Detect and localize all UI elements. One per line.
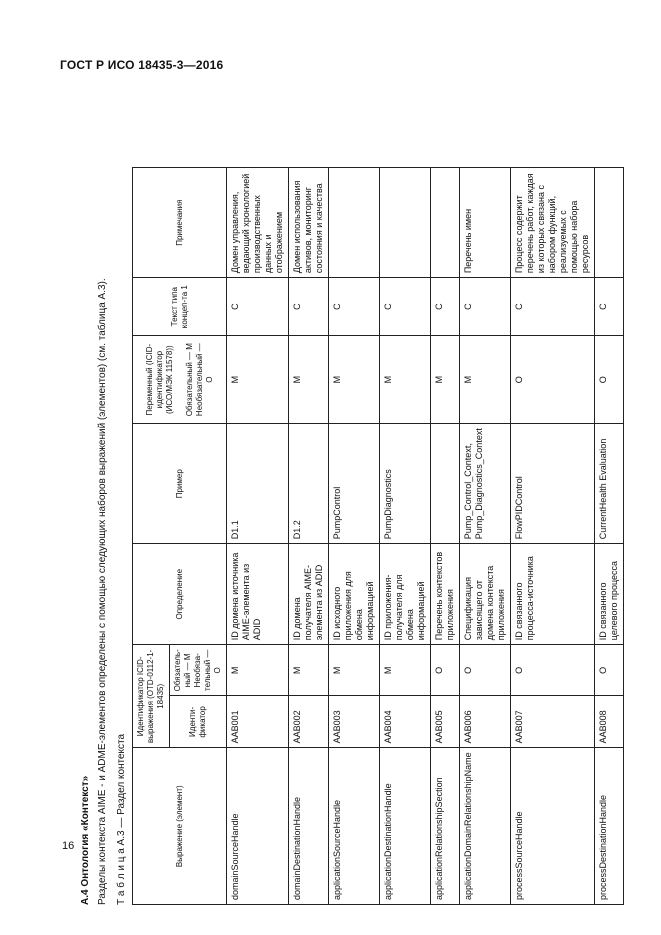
col-header-icid-id: Иденти-фикатор [170, 696, 227, 748]
cell-expression: applicationDomainRelationshipName [460, 748, 511, 905]
cell-expression: processDestinationHandle [595, 748, 624, 905]
col-header-example: Пример [133, 424, 227, 544]
cell-definition: ID связанного целевого процесса [595, 544, 624, 645]
cell-id: AAB001 [227, 696, 289, 748]
cell-notes: Домен управления, ведающий хронологией производственных данных и отображением [227, 168, 289, 278]
cell-concept: С [380, 278, 431, 336]
cell-concept: С [595, 278, 624, 336]
table-row [595, 168, 624, 905]
cell-notes [595, 168, 624, 278]
section-title: А.4 Онтология «Контекст» [80, 775, 91, 905]
cell-concept: С [329, 278, 380, 336]
cell-definition: ID связанного процесса-источника [511, 544, 595, 645]
cell-example: CurrentHealth Evaluation [595, 424, 624, 544]
table-row [329, 168, 380, 905]
context-table [132, 167, 624, 905]
cell-example [431, 424, 460, 544]
cell-notes: Перечень имен [460, 168, 511, 278]
cell-notes: Процесс содержит перечень работ, каждая из которых связана с набором функций, реализуемых с помощью набора ресурсов [511, 168, 595, 278]
table-caption: Т а б л и ц а А.3 — Раздел контекста [116, 733, 127, 905]
table-row [289, 168, 329, 905]
cell-expression: domainSourceHandle [227, 748, 289, 905]
cell-req: М [227, 645, 289, 696]
cell-concept: С [227, 278, 289, 336]
cell-expression: processSourceHandle [511, 748, 595, 905]
cell-example: FlowPIDControl [511, 424, 595, 544]
cell-concept: С [511, 278, 595, 336]
cell-variable: М [380, 336, 431, 424]
col-header-definition: Определение [133, 544, 227, 645]
cell-variable: М [289, 336, 329, 424]
cell-variable: М [227, 336, 289, 424]
cell-example: D1.2 [289, 424, 329, 544]
cell-example: PumpControl [329, 424, 380, 544]
cell-id: AAB008 [595, 696, 624, 748]
cell-variable: О [595, 336, 624, 424]
cell-id: AAB002 [289, 696, 329, 748]
cell-expression: applicationRelationshipSection [431, 748, 460, 905]
cell-notes [380, 168, 431, 278]
cell-notes: Домен использования активов, мониторинг состояния и качества [289, 168, 329, 278]
cell-variable: М [329, 336, 380, 424]
table-body [227, 168, 624, 905]
cell-concept: С [431, 278, 460, 336]
cell-concept: С [460, 278, 511, 336]
cell-definition: ID домена источника AIME-элемента из ADID [227, 544, 289, 645]
cell-definition: ID приложения-получателя для обмена информацией [380, 544, 431, 645]
cell-expression: applicationDestinationHandle [380, 748, 431, 905]
table-row [460, 168, 511, 905]
document-header: ГОСТ Р ИСО 18435-3—2016 [60, 58, 224, 72]
cell-req: О [511, 645, 595, 696]
cell-req: О [431, 645, 460, 696]
cell-req: О [595, 645, 624, 696]
table-row [380, 168, 431, 905]
col-header-expression: Выражение (элемент) [133, 748, 227, 905]
cell-req: О [460, 645, 511, 696]
cell-variable: М [460, 336, 511, 424]
cell-example: PumpDiagnostics [380, 424, 431, 544]
cell-id: AAB007 [511, 696, 595, 748]
cell-definition: Перечень контекстов приложения [431, 544, 460, 645]
table-row [511, 168, 595, 905]
table-row [431, 168, 460, 905]
cell-req: М [329, 645, 380, 696]
rotated-content [60, 55, 620, 905]
col-header-variable: Переменный (ICID-идентификатор (ИСО/МЭК 11578)) Обязательный — М Необязательный — О [133, 336, 227, 424]
cell-expression: applicationSourceHandle [329, 748, 380, 905]
cell-variable: М [431, 336, 460, 424]
col-header-notes: Примечания [133, 168, 227, 278]
cell-expression: domainDestinationHandle [289, 748, 329, 905]
col-header-concept: Текст типа концеп-та 1 [133, 278, 227, 336]
cell-example: D1.1 [227, 424, 289, 544]
cell-req: М [289, 645, 329, 696]
cell-definition: ID домена получателя AIME-элемента из ADID [289, 544, 329, 645]
page-number: 16 [62, 840, 75, 852]
cell-id: AAB003 [329, 696, 380, 748]
cell-definition: ID исходного приложения для обмена информацией [329, 544, 380, 645]
cell-id: AAB006 [460, 696, 511, 748]
cell-notes [431, 168, 460, 278]
cell-definition: Спецификация зависящего от домена контекста приложения [460, 544, 511, 645]
col-header-icid-req: Обязатель-ный — М Необяза-тельный — О [170, 645, 227, 696]
col-header-icid: Идентификатор ICID-выражения (OTD-0112-1-18435) [133, 645, 170, 748]
cell-notes [329, 168, 380, 278]
cell-example: Pump_Control_Context, Pump_Diagnostics_Context [460, 424, 511, 544]
cell-id: AAB005 [431, 696, 460, 748]
cell-req: М [380, 645, 431, 696]
table-row [227, 168, 289, 905]
cell-id: AAB004 [380, 696, 431, 748]
cell-concept: С [289, 278, 329, 336]
cell-variable: О [511, 336, 595, 424]
intro-paragraph: Разделы контекста AIME - и ADME-элементов определены с помощью следующих наборов выражений (элементов) (см. таблица А.3). [97, 278, 108, 905]
